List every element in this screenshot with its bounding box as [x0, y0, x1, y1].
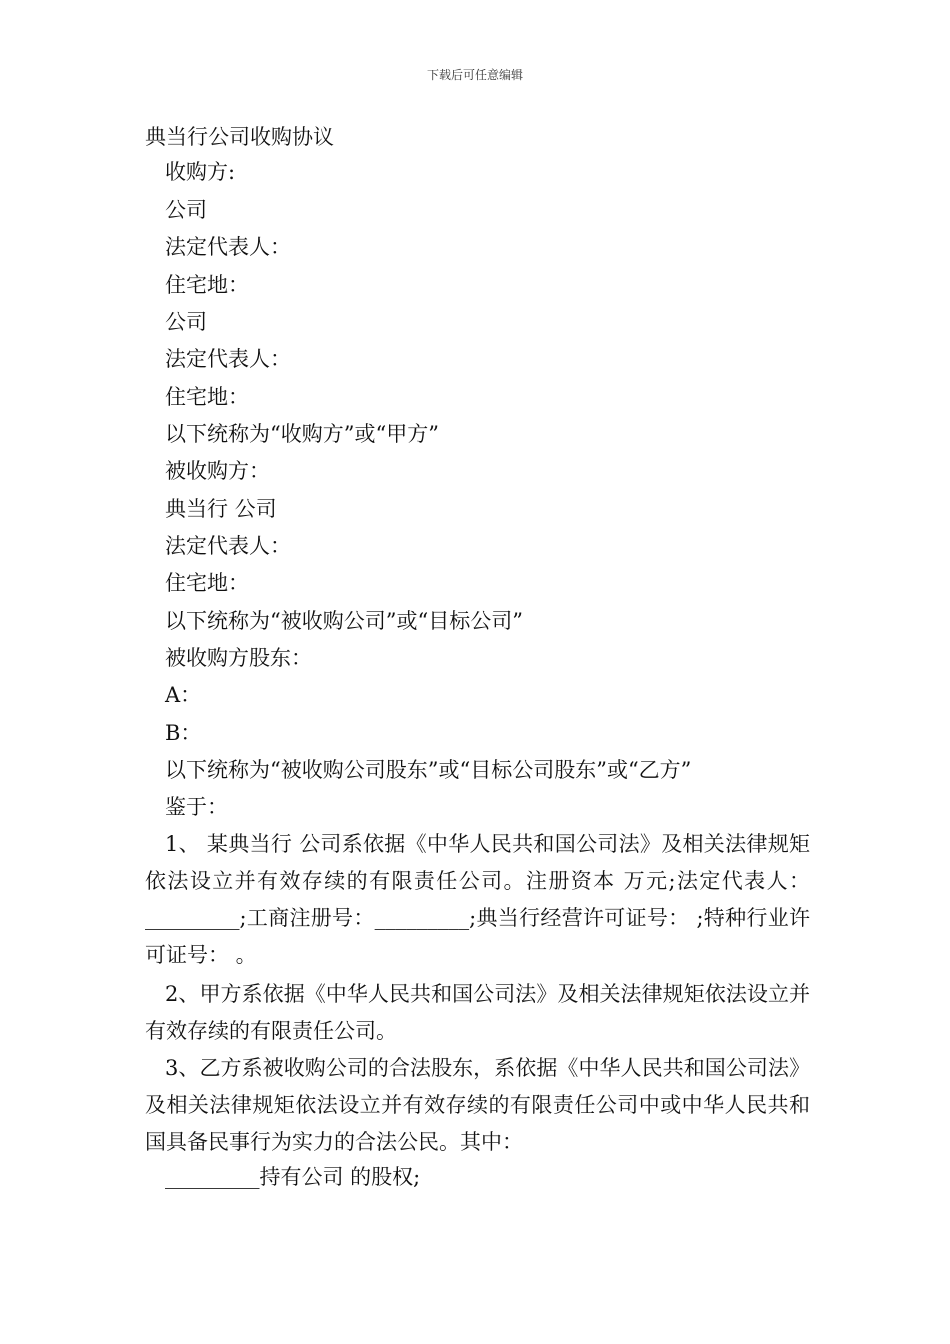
line-pawnshop-company: 典当行 公司	[165, 497, 277, 521]
paragraph-3: 3、乙方系被收购公司的合法股东，系依据《中华人民共和国公司法》及相关法律规矩依法设立并有效存续的有限责任公司中或中华人民共和国具备民事行为实力的合法公民。其中：	[145, 1056, 810, 1154]
line-shareholders-alias: 以下统称为“被收购公司股东”或“目标公司股东”或“乙方”	[165, 758, 692, 782]
line-address-2: 住宅地：	[165, 385, 249, 409]
line-shareholding: _________持有公司 的股权;	[165, 1165, 421, 1189]
line-shareholder-b: B：	[165, 721, 202, 745]
line-whereas: 鉴于：	[165, 795, 228, 819]
line-legal-rep-1: 法定代表人：	[165, 235, 291, 259]
header-note: 下载后可任意编辑	[426, 68, 523, 82]
document-title: 典当行公司收购协议	[145, 125, 334, 149]
paragraph-1: 1、 某典当行 公司系依据《中华人民共和国公司法》及相关法律规矩依法设立并有效存续的有限责任公司。注册资本 万元;法定代表人：_________;工商注册号：_________;典当行经营许可证号： ;特种行业许可证号： 。	[145, 832, 810, 967]
line-company-1: 公司	[165, 198, 207, 222]
paragraph-2: 2、甲方系依据《中华人民共和国公司法》及相关法律规矩依法设立并有效存续的有限责任公司。	[145, 982, 810, 1043]
line-address-3: 住宅地：	[165, 571, 249, 595]
line-company-2: 公司	[165, 310, 207, 334]
line-acquirer-alias: 以下统称为“收购方”或“甲方”	[165, 422, 439, 446]
line-address-1: 住宅地：	[165, 273, 249, 297]
line-legal-rep-3: 法定代表人：	[165, 534, 291, 558]
line-acquirer-label: 收购方:	[165, 160, 236, 184]
line-acquiree-label: 被收购方：	[165, 459, 270, 483]
line-legal-rep-2: 法定代表人：	[165, 347, 291, 371]
line-shareholder-a: A：	[165, 683, 202, 707]
line-shareholders-label: 被收购方股东：	[165, 646, 312, 670]
line-acquiree-alias: 以下统称为“被收购公司”或“目标公司”	[165, 609, 523, 633]
